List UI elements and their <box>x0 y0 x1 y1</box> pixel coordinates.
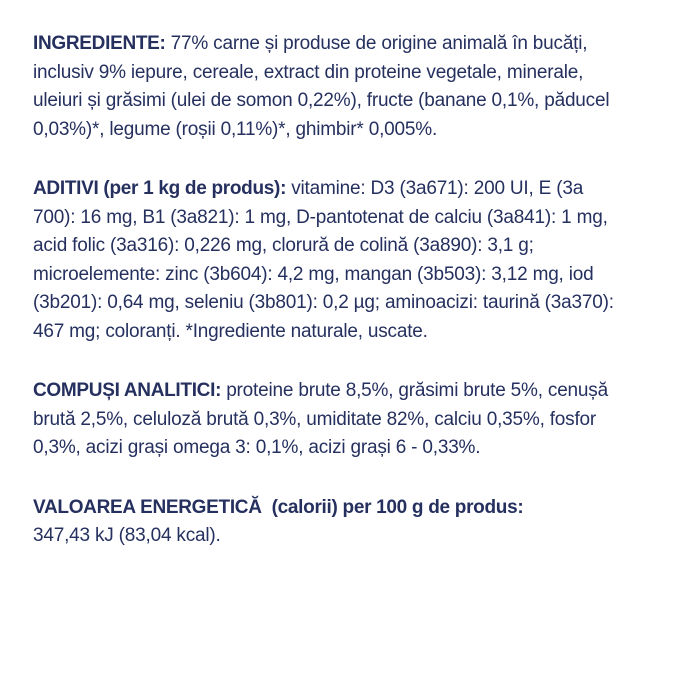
additives-line-1: 700): 16 mg, B1 (3a821): 1 mg, D-pantotenat de calciu (3a841): 1 mg, <box>33 206 608 228</box>
ingredients-line-0: 77% carne și produse de origine animală în bucăți, <box>165 33 588 54</box>
ingredients-heading: INGREDIENTE: <box>33 33 166 54</box>
additives-heading: ADITIVI (per 1 kg de produs): <box>33 178 287 199</box>
ingredients-line-3: 0,03%)*, legume (roșii 0,11%)*, ghimbir* 0,005%. <box>33 118 438 140</box>
text-line <box>33 175 670 204</box>
analytical-line-0: proteine brute 8,5%, grăsimi brute 5%, cenușă <box>221 380 608 401</box>
energy-heading: VALOAREA ENERGETICĂ (calorii) per 100 g de produs: <box>33 496 524 518</box>
analytical-line-1: brută 2,5%, celuloză brută 0,3%, umiditate 82%, calciu 0,35%, fosfor <box>33 408 597 430</box>
additives-line-2: acid folic (3a316): 0,226 mg, clorură de colină (3a890): 3,1 g; <box>33 235 534 256</box>
ingredients-line-2: uleiuri și grăsimi (ulei de somon 0,22%), fructe (banane 0,1%, păducel <box>33 90 610 111</box>
text-line <box>33 30 670 59</box>
text-line <box>33 494 670 523</box>
additives-paragraph <box>33 175 670 346</box>
additives-line-3: microelemente: zinc (3b604): 4,2 mg, mangan (3b503): 3,12 mg, iod <box>33 263 594 285</box>
ingredients-paragraph <box>33 30 670 144</box>
additives-line-0: vitamine: D3 (3a671): 200 UI, E (3a <box>286 178 584 199</box>
energy-line-0: 347,43 kJ (83,04 kcal). <box>33 525 221 546</box>
analytical-line-2: 0,3%, acizi grași omega 3: 0,1%, acizi grași 6 - 0,33%. <box>33 437 481 458</box>
additives-line-4: (3b201): 0,64 mg, seleniu (3b801): 0,2 µg; aminoacizi: taurină (3a370): <box>33 292 614 313</box>
energy-paragraph <box>33 494 670 551</box>
analytical-paragraph <box>33 377 670 463</box>
text-line <box>33 377 670 406</box>
ingredients-line-1: inclusiv 9% iepure, cereale, extract din proteine vegetale, minerale, <box>33 61 584 83</box>
analytical-heading: COMPUȘI ANALITICI: <box>33 380 222 401</box>
additives-line-5: 467 mg; coloranți. *Ingrediente naturale, uscate. <box>33 320 428 342</box>
